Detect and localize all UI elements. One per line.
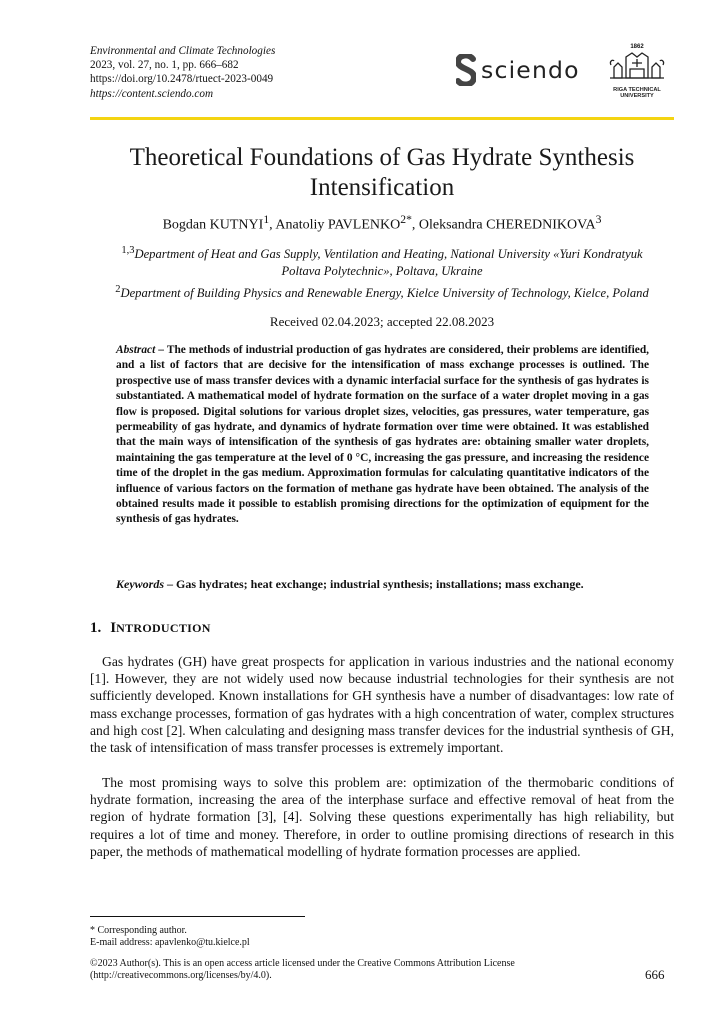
- abstract-label: Abstract: [116, 344, 156, 356]
- license-note: [90, 958, 570, 983]
- author-sup: 2*: [400, 213, 412, 226]
- doi-link[interactable]: https://doi.org/10.2478/rtuect-2023-0049: [90, 73, 274, 86]
- author-name: Oleksandra CHEREDNIKOVA: [418, 217, 596, 233]
- affiliation-2-text: Department of Building Physics and Renewable Energy, Kielce University of Technology, Kielce, Poland: [120, 286, 649, 301]
- abstract-text: – The methods of industrial production of gas hydrates are considered, their problems are identified, and a list of factors that are decisive for the intensification of mass exchange processes is outlined. The prospective use of mass transfer devices with a dynamic interfacial surface for the synthesis of gas hydrates is substantiated. A mathematical model of hydrate formation on the surface of a water droplet moving in a gas flow is proposed. Digital solutions for various droplet sizes, velocities, gas pressures, water temperature, gas permeability of gas hydrate, and dynamics of hydrate formation over time were obtained. It was established that the main ways of intensification of the synthesis of gas hydrates are: obtaining smaller water droplets, maintaining the gas temperature at the level of 0 °C, increasing the gas pressure, and increasing the residence time of the droplet in the gas medium. Approximation formulas for calculating quantitative indicators of the influence of various factors on the formation of methane gas hydrate have been obtained. The analysis of the obtained results made it possible to establish promising directions for the optimization of equipment for the synthesis of gas hydrates.: [116, 344, 649, 526]
- footnote-email: E-mail address: apavlenko@tu.kielce.pl: [90, 937, 250, 949]
- section-heading: [90, 619, 211, 638]
- license-line2[interactable]: (http://creativecommons.org/licenses/by/4.0).: [90, 970, 272, 982]
- body-paragraph: Gas hydrates (GH) have great prospects for application in various industries and the national economy [1]. However, they are not widely used now because industrial technologies for their synthesis are not sufficiently developed. Known installations for GH synthesis have a number of disadvantages: low rate of mass exchange processes, formation of gas hydrates with a high concentration of water, complex structures and high cost [2]. When calculating and designing mass transfer devices for the industrial synthesis of GH, the task of intensification of mass transfer processes is extremely important.: [90, 654, 674, 756]
- author-sep: ,: [269, 217, 276, 233]
- section-title-rest: NTRODUCTION: [116, 621, 211, 635]
- rtu-logo: [606, 44, 668, 100]
- affiliation-1-line1: Department of Heat and Gas Supply, Ventilation and Heating, National University «Yuri Kondratyuk: [134, 247, 643, 262]
- title-line1: Theoretical Foundations of Gas Hydrate Synthesis: [129, 144, 635, 171]
- footnote-rule: [90, 916, 305, 917]
- author-sep: ,: [411, 217, 419, 233]
- journal-name: Environmental and Climate Technologies: [90, 45, 276, 57]
- license-line1: ©2023 Author(s). This is an open access article licensed under the Creative Commons Attribution License: [90, 958, 515, 969]
- rtu-year: 1862: [630, 44, 644, 50]
- header-accent-rule: [90, 117, 674, 120]
- keywords: [116, 576, 649, 592]
- sciendo-mark-icon: [456, 54, 476, 86]
- sciendo-logo: [456, 52, 580, 88]
- author-sup: 1: [263, 213, 270, 226]
- abstract: [116, 343, 649, 528]
- section-number: 1.: [90, 620, 102, 636]
- footnote-corresponding: * Corresponding author.: [90, 925, 187, 936]
- affiliation-1: [90, 243, 674, 279]
- keywords-label: Keywords: [116, 577, 164, 591]
- body-paragraph: The most promising ways to solve this problem are: optimization of the thermobaric conditions of hydrate formation, increasing the area of the interphase surface and effective removal of heat from the region of hydrate formation [3], [4]. Solving these questions experimentally has high reliability, but requires a lot of time and money. Therefore, in order to outline promising directions of research in this paper, the methods of mathematical modelling of hydrate formation processes are applied.: [90, 775, 674, 859]
- keywords-text: – Gas hydrates; heat exchange; industrial synthesis; installations; mass exchange.: [164, 577, 584, 591]
- rtu-crest-icon: [608, 51, 666, 81]
- rtu-name-line1: RIGA TECHNICAL: [613, 87, 661, 93]
- volume-line: 2023, vol. 27, no. 1, pp. 666–682: [90, 59, 239, 72]
- author-list: [90, 211, 674, 235]
- rtu-name: [606, 87, 668, 100]
- affiliation-2-sup: 2: [115, 284, 121, 295]
- article-title: [90, 143, 674, 203]
- section-title-initial: I: [110, 620, 117, 636]
- author-name: Bogdan KUTNYI: [162, 217, 264, 233]
- author-name: Anatoliy PAVLENKO: [275, 217, 401, 233]
- affiliation-1-line2: Poltava Polytechnic», Poltava, Ukraine: [281, 263, 483, 278]
- affiliation-2: [90, 282, 674, 302]
- affiliation-1-sup: 1,3: [121, 245, 135, 256]
- page-number: 666: [645, 967, 665, 982]
- journal-url-link[interactable]: https://content.sciendo.com: [90, 87, 214, 100]
- rtu-name-line2: UNIVERSITY: [620, 93, 654, 100]
- journal-info: [90, 44, 390, 101]
- author-sup: 3: [595, 213, 602, 226]
- received-dates: Received 02.04.2023; accepted 22.08.2023: [269, 314, 495, 329]
- sciendo-wordmark: sciendo: [481, 56, 580, 84]
- footnote: [90, 925, 250, 950]
- title-line2: Intensification: [309, 174, 455, 201]
